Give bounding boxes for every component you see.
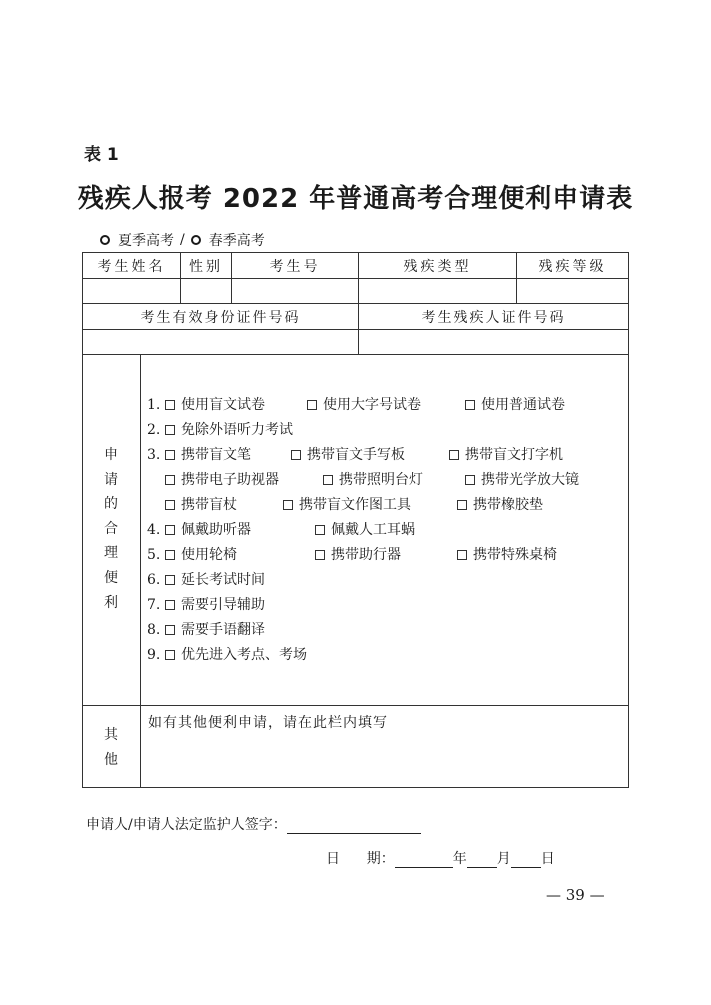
- header-disability-type: 残疾类型: [403, 258, 472, 275]
- accommodation-section-label: [82, 443, 140, 615]
- checkbox-icon[interactable]: [165, 425, 175, 435]
- date-line: [326, 848, 555, 868]
- option: [283, 493, 411, 518]
- label-char: 合: [104, 520, 118, 537]
- label-char: 利: [104, 594, 118, 611]
- accommodation-list: [147, 393, 579, 668]
- checkbox-icon[interactable]: [165, 550, 175, 560]
- option-label: 需要引导辅助: [181, 597, 265, 613]
- label-char: 申: [104, 447, 118, 463]
- option-label: 携带助行器: [331, 547, 401, 563]
- label-char: 理: [104, 545, 118, 562]
- item-number: 3.: [147, 447, 161, 463]
- spring-radio-icon[interactable]: [191, 235, 201, 245]
- item-number: 5.: [147, 547, 161, 563]
- id-number-field[interactable]: [83, 330, 358, 354]
- option-label: 需要手语翻译: [181, 622, 265, 638]
- checkbox-icon[interactable]: [457, 500, 467, 510]
- checkbox-icon[interactable]: [315, 550, 325, 560]
- disability-type-field[interactable]: [359, 279, 516, 303]
- option: [457, 543, 557, 568]
- item-number: 4.: [147, 522, 161, 538]
- item-number: 2.: [147, 422, 161, 438]
- signature-field[interactable]: [287, 819, 421, 834]
- checkbox-icon[interactable]: [449, 450, 459, 460]
- checkbox-icon[interactable]: [323, 475, 333, 485]
- option-label: 延长考试时间: [181, 572, 265, 588]
- label-char: 他: [104, 751, 118, 768]
- label-char: 便: [104, 569, 118, 586]
- accommodation-item: [147, 418, 307, 443]
- checkbox-icon[interactable]: [165, 400, 175, 410]
- checkbox-icon[interactable]: [315, 525, 325, 535]
- header-gender: 性别: [189, 258, 223, 275]
- option-label: 携带电子助视器: [181, 472, 279, 488]
- option-label: 携带盲杖: [181, 497, 237, 513]
- accommodation-item: [147, 643, 307, 668]
- year-field[interactable]: [395, 853, 453, 868]
- option-label: 携带特殊桌椅: [473, 547, 557, 563]
- option-label: 携带盲文笔: [181, 447, 251, 463]
- option-separator: /: [180, 232, 185, 248]
- disability-certificate-field[interactable]: [359, 330, 628, 354]
- disability-level-field[interactable]: [517, 279, 628, 303]
- option: [291, 443, 405, 468]
- item-number: 1.: [147, 397, 161, 413]
- date-label: 日 期：: [326, 851, 395, 867]
- option-label: 携带照明台灯: [339, 472, 423, 488]
- day-label: 日: [540, 851, 555, 867]
- checkbox-icon[interactable]: [165, 450, 175, 460]
- checkbox-icon[interactable]: [165, 525, 175, 535]
- option-label: 携带橡胶垫: [473, 497, 543, 513]
- signature-label: 申请人/申请人法定监护人签字：: [86, 817, 287, 833]
- option-label: 使用盲文试卷: [181, 397, 265, 413]
- exam-number-field[interactable]: [232, 279, 358, 303]
- checkbox-icon[interactable]: [165, 625, 175, 635]
- item-number: 7.: [147, 597, 161, 613]
- table-border-bottom: [82, 787, 629, 788]
- summer-exam-label: 夏季高考: [118, 233, 174, 249]
- page-number: — 39 —: [546, 886, 605, 904]
- accommodation-item: [147, 518, 415, 543]
- option-label: 佩戴人工耳蜗: [331, 522, 415, 538]
- option-label: 携带盲文作图工具: [299, 497, 411, 513]
- label-char: 其: [104, 727, 118, 743]
- name-field[interactable]: [83, 279, 180, 303]
- document-title: 残疾人报考 2022 年普通高考合理便利申请表: [77, 184, 634, 214]
- checkbox-icon[interactable]: [307, 400, 317, 410]
- checkbox-icon[interactable]: [165, 500, 175, 510]
- option-label: 免除外语听力考试: [181, 422, 293, 438]
- checkbox-icon[interactable]: [165, 600, 175, 610]
- option: [457, 493, 543, 518]
- accommodation-item: [147, 543, 557, 568]
- table-border-right: [628, 252, 629, 788]
- option-label: 携带盲文打字机: [465, 447, 563, 463]
- option: [323, 468, 423, 493]
- checkbox-icon[interactable]: [165, 575, 175, 585]
- month-field[interactable]: [467, 853, 497, 868]
- month-label: 月: [496, 851, 511, 867]
- item-number: 8.: [147, 622, 161, 638]
- checkbox-icon[interactable]: [465, 475, 475, 485]
- summer-radio-icon[interactable]: [100, 235, 110, 245]
- accommodation-item: [147, 618, 307, 643]
- header-disability-level: 残疾等级: [538, 258, 607, 275]
- option: [307, 393, 421, 418]
- option: [465, 468, 579, 493]
- accommodation-item: [147, 568, 307, 593]
- checkbox-icon[interactable]: [283, 500, 293, 510]
- label-char: 请: [104, 471, 118, 488]
- checkbox-icon[interactable]: [165, 650, 175, 660]
- option-label: 使用轮椅: [181, 547, 237, 563]
- other-section-label: [82, 723, 140, 772]
- header-id-number: 考生有效身份证件号码: [140, 309, 301, 326]
- option-label: 佩戴助听器: [181, 522, 251, 538]
- checkbox-icon[interactable]: [457, 550, 467, 560]
- checkbox-icon[interactable]: [291, 450, 301, 460]
- checkbox-icon[interactable]: [465, 400, 475, 410]
- item-number: 9.: [147, 647, 161, 663]
- exam-type-options: [100, 230, 265, 250]
- option: [465, 393, 565, 418]
- year-label: 年: [452, 851, 467, 867]
- accommodation-item: [147, 393, 565, 418]
- option: [315, 543, 401, 568]
- checkbox-icon[interactable]: [165, 475, 175, 485]
- signature-line: [86, 814, 421, 834]
- option-label: 携带光学放大镜: [481, 472, 579, 488]
- option: [315, 518, 415, 543]
- accommodation-item: [147, 593, 307, 618]
- accommodation-item: [147, 493, 543, 518]
- other-request-hint: 如有其他便利申请，请在此栏内填写: [148, 715, 388, 731]
- gender-field[interactable]: [181, 279, 231, 303]
- option-label: 使用大字号试卷: [323, 397, 421, 413]
- option-label: 优先进入考点、考场: [181, 647, 307, 663]
- item-number: 6.: [147, 572, 161, 588]
- option-label: 使用普通试卷: [481, 397, 565, 413]
- accommodation-item: [147, 468, 579, 493]
- header-disability-certificate: 考生残疾人证件号码: [421, 309, 566, 326]
- option: [449, 443, 563, 468]
- other-request-field[interactable]: [141, 706, 628, 787]
- spring-exam-label: 春季高考: [208, 233, 265, 249]
- table-label: 表 1: [84, 145, 119, 165]
- day-field[interactable]: [511, 853, 541, 868]
- accommodation-item: [147, 443, 563, 468]
- header-name: 考生姓名: [97, 258, 166, 275]
- option-label: 携带盲文手写板: [307, 447, 405, 463]
- label-char: 的: [104, 496, 118, 513]
- header-exam-number: 考生号: [269, 258, 321, 275]
- table-rule: [82, 354, 629, 355]
